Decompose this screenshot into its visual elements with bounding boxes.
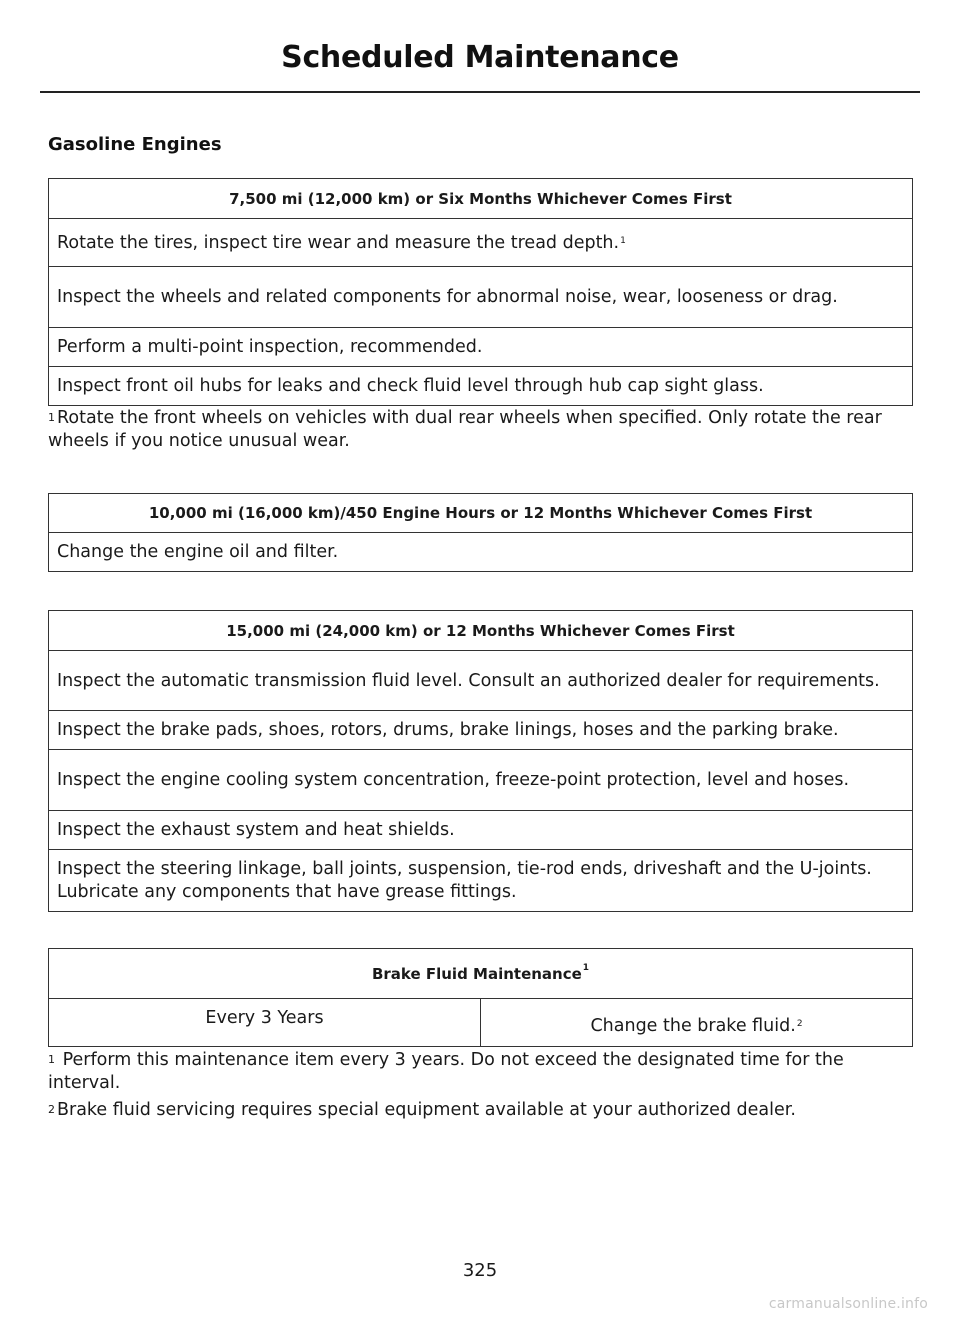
footnote-ref: 1 — [620, 235, 626, 246]
maintenance-table-7500 — [48, 178, 913, 406]
table-row: Inspect front oil hubs for leaks and check fluid level through hub cap sight glass. — [49, 367, 913, 406]
page-title: Scheduled Maintenance — [281, 40, 679, 75]
footnote: $^1$ Perform this maintenance item every 3 years. Do not exceed the designated time for the interval. — [48, 1050, 844, 1093]
maintenance-table-15000 — [48, 610, 913, 912]
watermark: carmanualsonline.info — [768, 1296, 928, 1312]
table-row: Inspect the engine cooling system concentration, freeze-point protection, level and hoses. — [49, 750, 913, 811]
table-row: Inspect the exhaust system and heat shields. — [49, 811, 913, 850]
table-row: Rotate the tires, inspect tire wear and measure the tread depth.$^1$ — [49, 219, 913, 267]
brake-fluid-table — [48, 948, 913, 1047]
table-header: 15,000 mi (24,000 km) or 12 Months Whichever Comes First — [49, 611, 913, 651]
table-header: Brake Fluid Maintenance$^1$ — [49, 949, 913, 999]
footnote: $^2$ Brake fluid servicing requires special equipment available at your authorized dealer. — [48, 1100, 796, 1120]
table-header: 10,000 mi (16,000 km)/450 Engine Hours or 12 Months Whichever Comes First — [49, 494, 913, 533]
footnote-ref: 2 — [796, 1019, 803, 1029]
table-row: Inspect the brake pads, shoes, rotors, drums, brake linings, hoses and the parking brake. — [49, 711, 913, 750]
footnote: $^1$ Rotate the front wheels on vehicles with dual rear wheels when specified. Only rotate the rear wheels if you notice unusual wear. — [48, 408, 882, 451]
table-row: Inspect the automatic transmission fluid level. Consult an authorized dealer for requirements. — [49, 651, 913, 711]
interval-cell: Every 3 Years — [49, 999, 481, 1047]
action-cell: Change the brake fluid.$^2$ — [481, 999, 913, 1047]
table-row: Perform a multi-point inspection, recommended. — [49, 328, 913, 367]
table-row: Inspect the steering linkage, ball joints, suspension, tie-rod ends, driveshaft and the U-joints. Lubricate any components that have grease fittings. — [49, 850, 913, 912]
table-row: Inspect the wheels and related components for abnormal noise, wear, looseness or drag. — [49, 267, 913, 328]
table-header: 7,500 mi (12,000 km) or Six Months Whichever Comes First — [49, 179, 913, 219]
section-heading: Gasoline Engines — [48, 134, 222, 155]
page-number: 325 — [462, 1260, 498, 1281]
maintenance-table-10000 — [48, 493, 913, 572]
title-divider — [40, 91, 920, 93]
table-row: Change the engine oil and filter. — [49, 533, 913, 572]
footnote-ref: 1 — [582, 962, 590, 973]
